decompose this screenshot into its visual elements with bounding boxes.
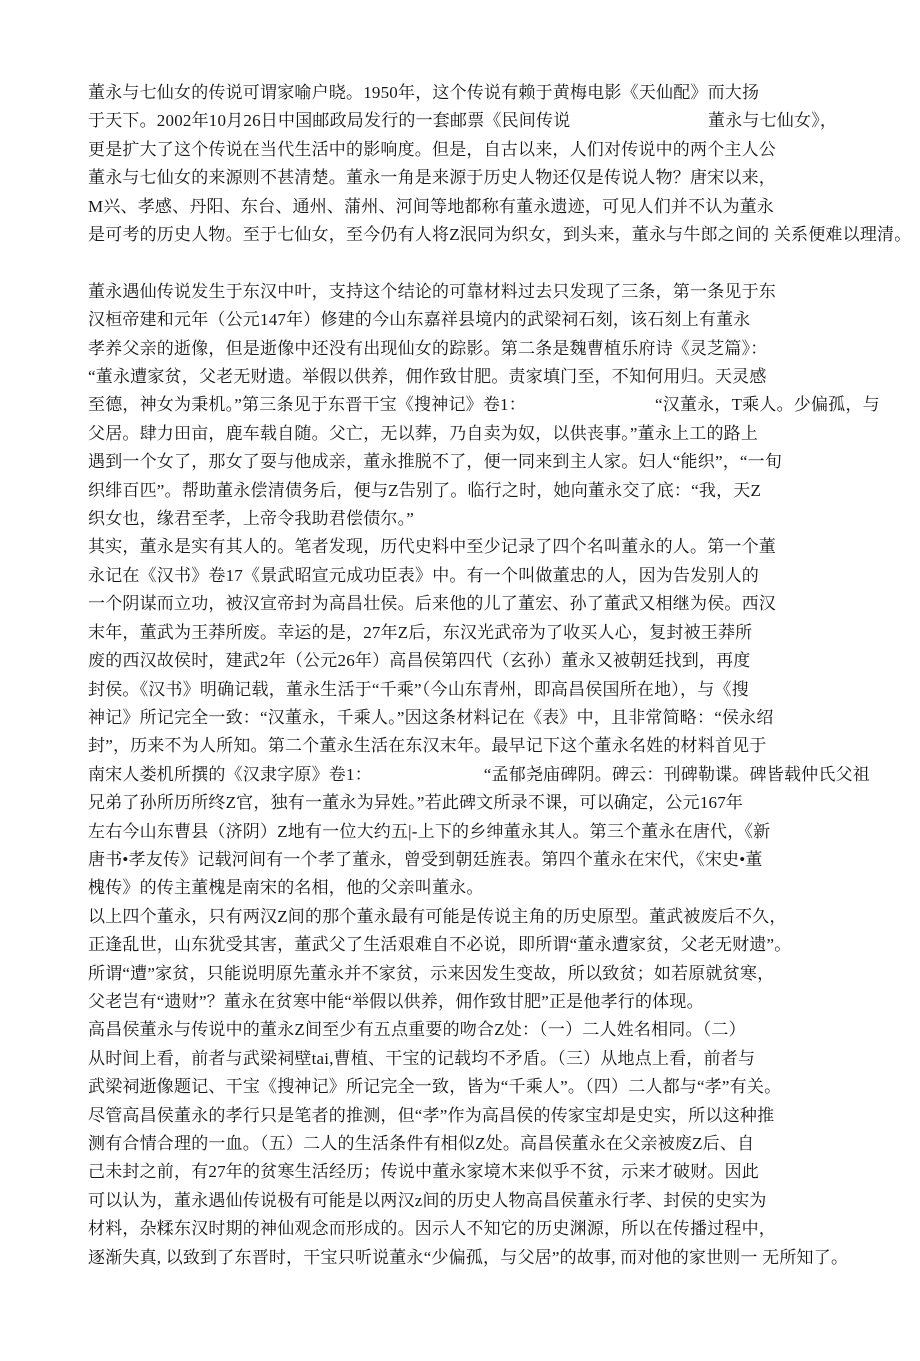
text-line: 武梁祠逝像题记、干宝《搜神记》所记完全一致，皆为“千乘人”。（四）二人都与“孝”有关。 — [88, 1077, 782, 1097]
text-line: 兄弟了孙所历所终Z官，独有一董永为异姓。”若此碑文所录不课，可以确定，公元167年 — [88, 793, 744, 813]
text-line: 所谓“遭”家贫，只能说明原先董永并不家贫，示来因发生变故，所以致贫；如若原就贫寒， — [88, 963, 775, 983]
text-line: 封侯。《汉书》明确记载，董永生活于“千乘”（今山东青州，即高昌侯国所在地），与《搜 — [88, 679, 749, 699]
text-line: 封”，历来不为人所知。第二个董永生活在东汉末年。最早记下这个董永名姓的材料首见于 — [88, 736, 767, 756]
text-line: 以上四个董永，只有两汉Z间的那个董永最有可能是传说主角的历史原型。董武被废后不久， — [88, 906, 787, 926]
paragraph-spacer — [88, 249, 920, 277]
text-line: 从时间上看，前者与武梁祠壁tai,曹植、干宝的记载均不矛盾。（三）从地点上看，前者与 — [88, 1048, 756, 1068]
text-line: 废的西汉故侯时，建武2年（公元26年）高昌侯第四代（玄孙）董永又被朝廷找到，再度 — [88, 651, 751, 671]
text-line: 董永与七仙女的传说可谓家喻户晓。1950年，这个传说有赖于黄梅电影《天仙配》而大扬 — [88, 83, 760, 102]
text-line: 遇到一个女了，那女了耍与他成亲，董永推脱不了，便一同来到主人家。妇人“能织”，“一旬 — [88, 452, 783, 472]
text-line: 董永与七仙女的来源则不甚清楚。董永一角是来源于历史人物还仅是传说人物？唐宋以来， — [88, 168, 776, 188]
text-line: 可以认为，董永遇仙传说极有可能是以两汉z间的历史人物高昌侯董永行孝、封侯的史实为 — [88, 1190, 767, 1210]
text-line: 正逢乱世，山东犹受其害，董武父了生活艰难自不必说，即所谓“董永遭家贫，父老无财遗”。 — [88, 935, 792, 955]
text-line: 槐传》的传主董槐是南宋的名相，他的父亲叫董永。 — [88, 878, 484, 898]
text-line: 一个阴谋而立功，被汉宣帝封为高昌壮侯。后来他的儿了董宏、孙了董武又相继为侯。西汉 — [88, 594, 776, 614]
text-line: 更是扩大了这个传说在当代生活中的影响度。但是，自古以来，人们对传说中的两个主人公 — [88, 139, 776, 159]
text-line: M兴、孝感、丹阳、东台、通州、蒲州、河间等地都称有董永遗迹，可见人们并不认为董永 — [88, 196, 775, 216]
text-line: 南宋人娄机所撰的《汉隶字原》卷1： “孟郁尧庙碑阴。碑云：刊碑勒谍。碑皆载仲氏父祖 — [88, 764, 870, 784]
text-line: 汉桓帝建和元年（公元147年）修建的今山东嘉祥县境内的武梁祠石刻，该石刻上有董永 — [88, 310, 751, 330]
text-line: 永记在《汉书》卷17《景武昭宣元成功臣表》中。有一个叫做董忠的人，因为告发别人的 — [88, 565, 759, 585]
text-line: 董永遇仙传说发生于东汉中叶，支持这个结论的可靠材料过去只发现了三条，第一条见于东 — [88, 281, 776, 301]
text-line: 左右今山东曹县（济阴）Z地有一位大约五|-上下的乡绅董永其人。第三个董永在唐代，《新 — [88, 821, 771, 841]
document-text — [88, 79, 920, 1272]
text-line: 神记》所记完全一致：“汉董永，千乘人。”因这条材料记在《表》中，且非常简略：“侯永绍 — [88, 707, 774, 727]
text-line: 孝养父亲的逝像，但是逝像中还没有出现仙女的踪影。第二条是魏曹植乐府诗《灵芝篇》： — [88, 338, 768, 358]
text-line: 逐渐失真, 以致到了东晋时，干宝只听说董永“少偏孤，与父居”的故事, 而对他的家世则一 无所知了。 — [88, 1247, 849, 1267]
text-line: 己未封之前，有27年的贫寒生活经历；传说中董永家境木来似乎不贫，示来才破财。因此 — [88, 1162, 759, 1182]
text-line: 至德，神女为秉机。”第三条见于东晋干宝《搜神记》卷1： “汉董永，T乘人。少偏孤，与 — [88, 395, 880, 415]
text-line: “董永遭家贫，父老无财遗。举假以供养，佣作致甘肥。责家填门至，不知何用归。天灵感 — [88, 367, 767, 387]
text-line: 其实，董永是实有其人的。笔者发现，历代史料中至少记录了四个名叫董永的人。第一个董 — [88, 537, 776, 557]
text-line: 父老岂有“遗财”？董永在贫寒中能“举假以供养，佣作致甘肥”正是他孝行的体现。 — [88, 991, 704, 1011]
text-line: 于天下。2002年10月26日中国邮政局发行的一套邮票《民间传说 董永与七仙女》， — [88, 111, 838, 131]
text-line: 末年，董武为王莽所废。幸运的是，27年Z后，东汉光武帝为了收买人心，复封被王莽所 — [88, 622, 753, 642]
text-line: 是可考的历史人物。至于七仙女，至今仍有人将Z泯同为织女，到头来，董永与牛郎之间的 关系便难以理清。 — [88, 225, 912, 245]
text-line: 父居。肆力田亩，鹿车载自随。父亡，无以葬，乃自卖为奴，以供丧事。”董永上工的路上 — [88, 423, 759, 443]
text-line: 尽管高昌侯董永的孝行只是笔者的推测，但“孝”作为高昌侯的传家宝却是史实，所以这种推 — [88, 1105, 775, 1125]
text-line: 高昌侯董永与传说中的董永Z间至少有五点重要的吻合Z处：（一）二人姓名相同。（二） — [88, 1020, 746, 1040]
text-line: 唐书•孝友传》记载河间有一个孝了董永，曾受到朝廷旌表。第四个董永在宋代，《宋史•董 — [88, 849, 763, 869]
text-line: 织绯百匹”。帮助董永偿清债务后，便与Z告别了。临行之时，她向董永交了底：“我，天Z — [88, 480, 762, 500]
text-line: 测有合情合理的一血。（五）二人的生活条件有相似Z处。高昌侯董永在父亲被废Z后、自 — [88, 1134, 755, 1154]
text-line: 材料，杂糅东汉时期的神仙观念而形成的。因示人不知它的历史渊源，所以在传播过程中， — [88, 1219, 776, 1239]
text-line: 织女也，缘君至孝，上帝令我助君偿债尔。” — [88, 509, 415, 529]
